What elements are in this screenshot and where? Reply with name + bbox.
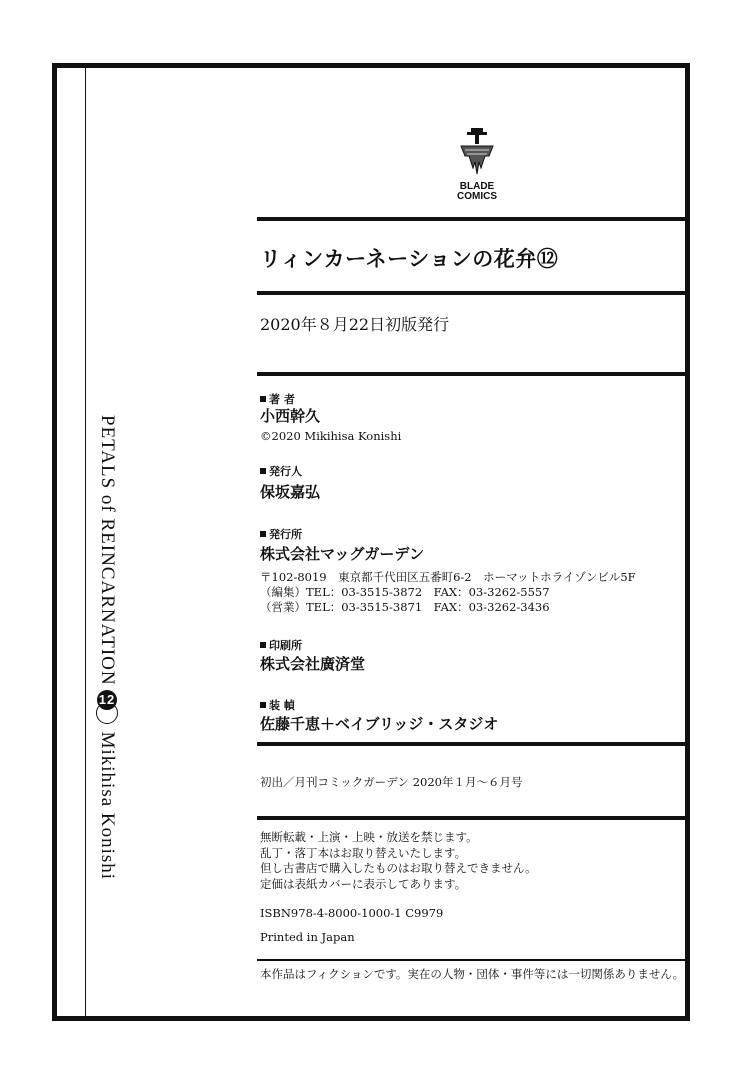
logo-line2: COMICS	[457, 191, 497, 202]
fiction-notice: 本作品はフィクションです。実在の人物・団体・事件等には一切関係ありません。	[260, 967, 685, 981]
book-title: リィンカーネーションの花弁⑫	[260, 247, 559, 271]
publisher-person-label: 発行人	[260, 463, 302, 479]
rule-title	[257, 291, 690, 295]
rule-credits	[257, 742, 690, 746]
rule-top	[257, 217, 690, 221]
copyright: ©2020 Mikihisa Konishi	[260, 429, 402, 443]
notice-line: 無断転載・上演・上映・放送を禁じます。	[260, 830, 478, 844]
spine-title: PETALS of REINCARNATION	[97, 415, 118, 686]
tower-logo-icon	[457, 128, 497, 178]
spine-text	[96, 415, 118, 960]
isbn: ISBN978-4-8000-1000-1 C9979	[260, 906, 444, 920]
rule-notices	[257, 816, 690, 820]
publisher-person: 保坂嘉弘	[260, 483, 321, 501]
pub-date: 2020年８月22日初版発行	[260, 315, 450, 334]
printer-name: 株式会社廣済堂	[260, 655, 366, 673]
notice-line: 乱丁・落丁本はお取り替えいたします。	[260, 845, 467, 860]
notices-list	[260, 830, 537, 892]
spine-divider	[85, 63, 86, 1021]
rule-date	[257, 372, 690, 376]
spine-block	[88, 415, 120, 960]
publisher-address: 〒102-8019 東京都千代田区五番町6-2 ホーマットホライゾンビル5F	[260, 570, 636, 584]
logo-line1: BLADE	[459, 181, 495, 192]
author-label: 著 者	[260, 391, 295, 407]
edit-contact: （編集）TEL：03-3515-3872 FAX：03-3262-5557	[260, 585, 550, 599]
notice-line: 定価は表紙カバーに表示してあります。	[260, 876, 467, 891]
publisher-logo	[447, 128, 507, 208]
notice-line: 但し古書店で購入したものはお取り替えできません。	[260, 861, 537, 875]
printed-in: Printed in Japan	[260, 930, 355, 944]
design-credit: 佐藤千恵＋ベイブリッジ・スタジオ	[260, 715, 499, 733]
publisher-name: 株式会社マッグガーデン	[260, 545, 425, 563]
printer-label: 印刷所	[260, 637, 302, 653]
volume-badge: 12	[97, 690, 117, 710]
first-published: 初出／月刊コミックガーデン 2020年１月～６月号	[260, 775, 523, 789]
design-label: 装 幀	[260, 697, 295, 713]
rule-fiction	[257, 959, 690, 961]
publisher-label: 発行所	[260, 526, 302, 542]
sales-contact: （営業）TEL：03-3515-3871 FAX：03-3262-3436	[260, 600, 550, 614]
spine-author: Mikihisa Konishi	[97, 731, 118, 881]
author-name: 小西幹久	[260, 407, 321, 425]
